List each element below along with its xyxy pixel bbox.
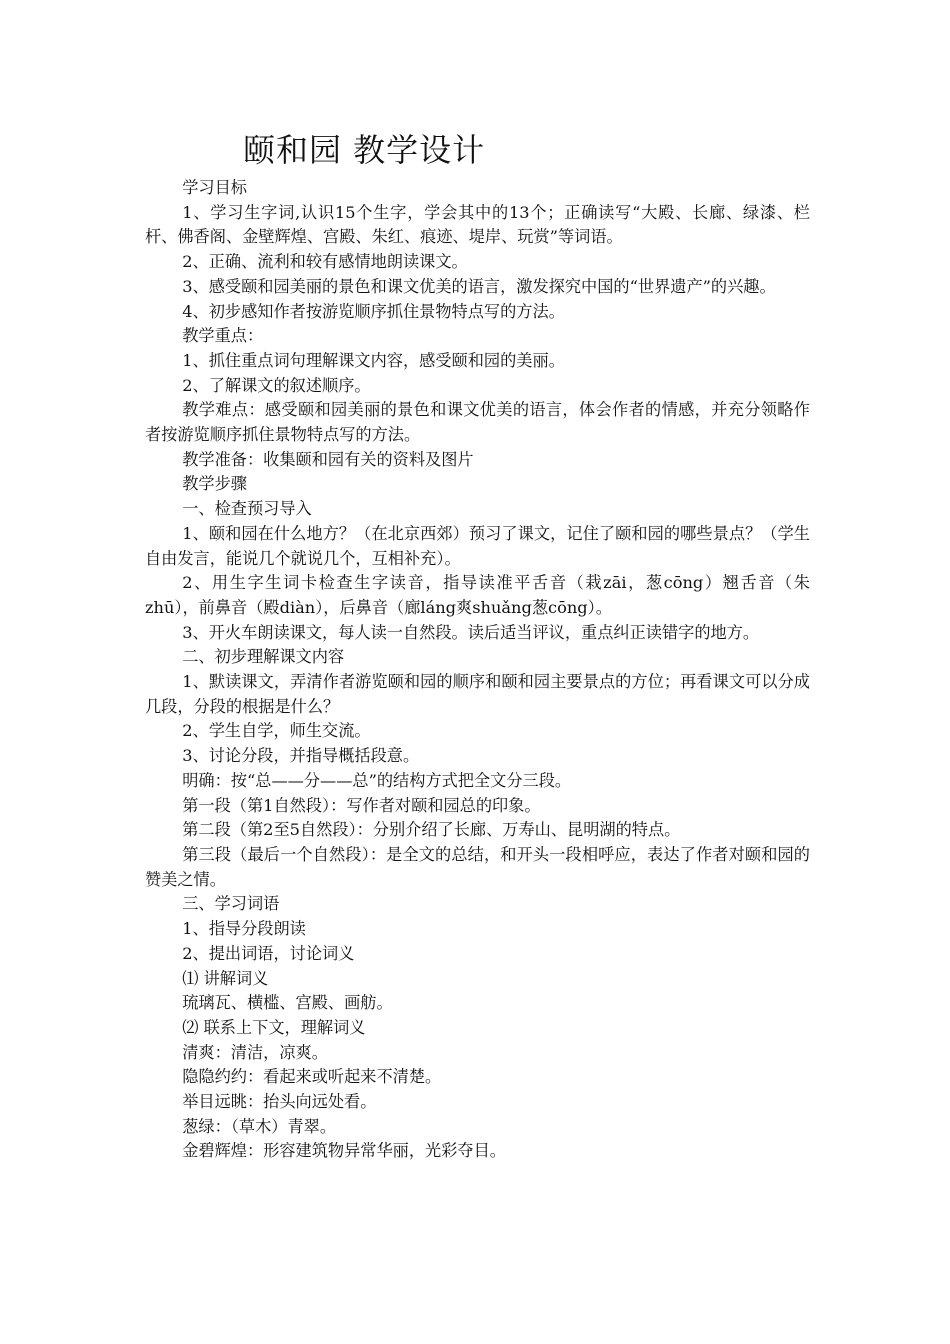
step-1-item-2: 2、用生字生词卡检查生字读音，指导读准平舌音（栽zāi，葱cōng）翘舌音（朱zhū），前鼻音（殿diàn），后鼻音（廊láng爽shuǎng葱cōng）。: [145, 573, 810, 617]
segment-3: 第三段（最后一个自然段）：是全文的总结，和开头一段相呼应，表达了作者对颐和园的赞美之情。: [145, 844, 810, 889]
segment-2: 第二段（第2至5自然段）：分别介绍了长廊、万寿山、昆明湖的特点。: [182, 820, 681, 840]
step-heading-1: 一、检查预习导入: [182, 499, 312, 519]
sub-item-2: ⑵ 联系上下文，理解词义: [182, 1017, 366, 1037]
step-2-clarification: 明确：按“总——分——总”的结构方式把全文分三段。: [182, 770, 572, 790]
objective-1: 1、学习生字词,认识15个生字，学会其中的13个；正确读写“大殿、长廊、绿漆、栏杆、佛香阁、金壁辉煌、宫殿、朱红、痕迹、堤岸、玩赏”等词语。: [145, 202, 810, 247]
key-point-1: 1、抓住重点词句理解课文内容，感受颐和园的美丽。: [182, 350, 565, 370]
teaching-difficulty: 教学难点：感受颐和园美丽的景色和课文优美的语言，体会作者的情感，并充分领略作者按游览顺序抓住景物特点写的方法。: [145, 400, 810, 445]
objective-2: 2、正确、流利和较有感情地朗读课文。: [182, 252, 468, 272]
section-heading-key-points: 教学重点：: [182, 326, 264, 346]
definition-conglv: 葱绿：（草木）青翠。: [182, 1116, 337, 1136]
step-2-item-3: 3、讨论分段，并指导概括段意。: [182, 746, 420, 766]
step-2-item-2: 2、学生自学，师生交流。: [182, 721, 371, 741]
vocabulary-list: 琉璃瓦、横槛、宫殿、画舫。: [182, 993, 393, 1013]
definition-jinbihuihuang: 金碧辉煌：形容建筑物异常华丽，光彩夺目。: [182, 1141, 506, 1161]
objective-4: 4、初步感知作者按游览顺序抓住景物特点写的方法。: [182, 301, 565, 321]
definition-qingshuang: 清爽：清洁，凉爽。: [182, 1042, 328, 1062]
teaching-preparation: 教学准备：收集颐和园有关的资料及图片: [182, 449, 474, 469]
key-point-2: 2、了解课文的叙述顺序。: [182, 375, 371, 395]
step-3-item-2: 2、提出词语，讨论词义: [182, 943, 355, 963]
step-3-item-1: 1、指导分段朗读: [182, 919, 306, 939]
objective-3: 3、感受颐和园美丽的景色和课文优美的语言，激发探究中国的“世界遗产”的兴趣。: [182, 276, 776, 296]
document-page: [145, 128, 810, 1164]
definition-yinyinyueyue: 隐隐约约：看起来或听起来不清楚。: [182, 1067, 442, 1087]
step-heading-3: 三、学习词语: [182, 894, 280, 914]
sub-item-1: ⑴ 讲解词义: [182, 968, 269, 988]
section-heading-objectives: 学习目标: [182, 178, 247, 197]
step-2-item-1: 1、默读课文，弄清作者游览颐和园的顺序和颐和园主要景点的方位；再看课文可以分成几段，分段的根据是什么？: [145, 672, 810, 716]
document-title: 颐和园 教学设计: [243, 131, 486, 169]
step-heading-2: 二、初步理解课文内容: [182, 647, 345, 667]
step-1-item-3: 3、开火车朗读课文，每人读一自然段。读后适当评议，重点纠正读错字的地方。: [182, 622, 760, 642]
section-heading-steps: 教学步骤: [182, 474, 247, 494]
step-1-item-1: 1、颐和园在什么地方？（在北京西郊）预习了课文，记住了颐和园的哪些景点？（学生自由发言，能说几个就说几个，互相补充）。: [145, 523, 810, 568]
definition-jumuyuantiao: 举目远眺：抬头向远处看。: [182, 1092, 377, 1112]
segment-1: 第一段（第1自然段）：写作者对颐和园总的印象。: [182, 795, 541, 815]
